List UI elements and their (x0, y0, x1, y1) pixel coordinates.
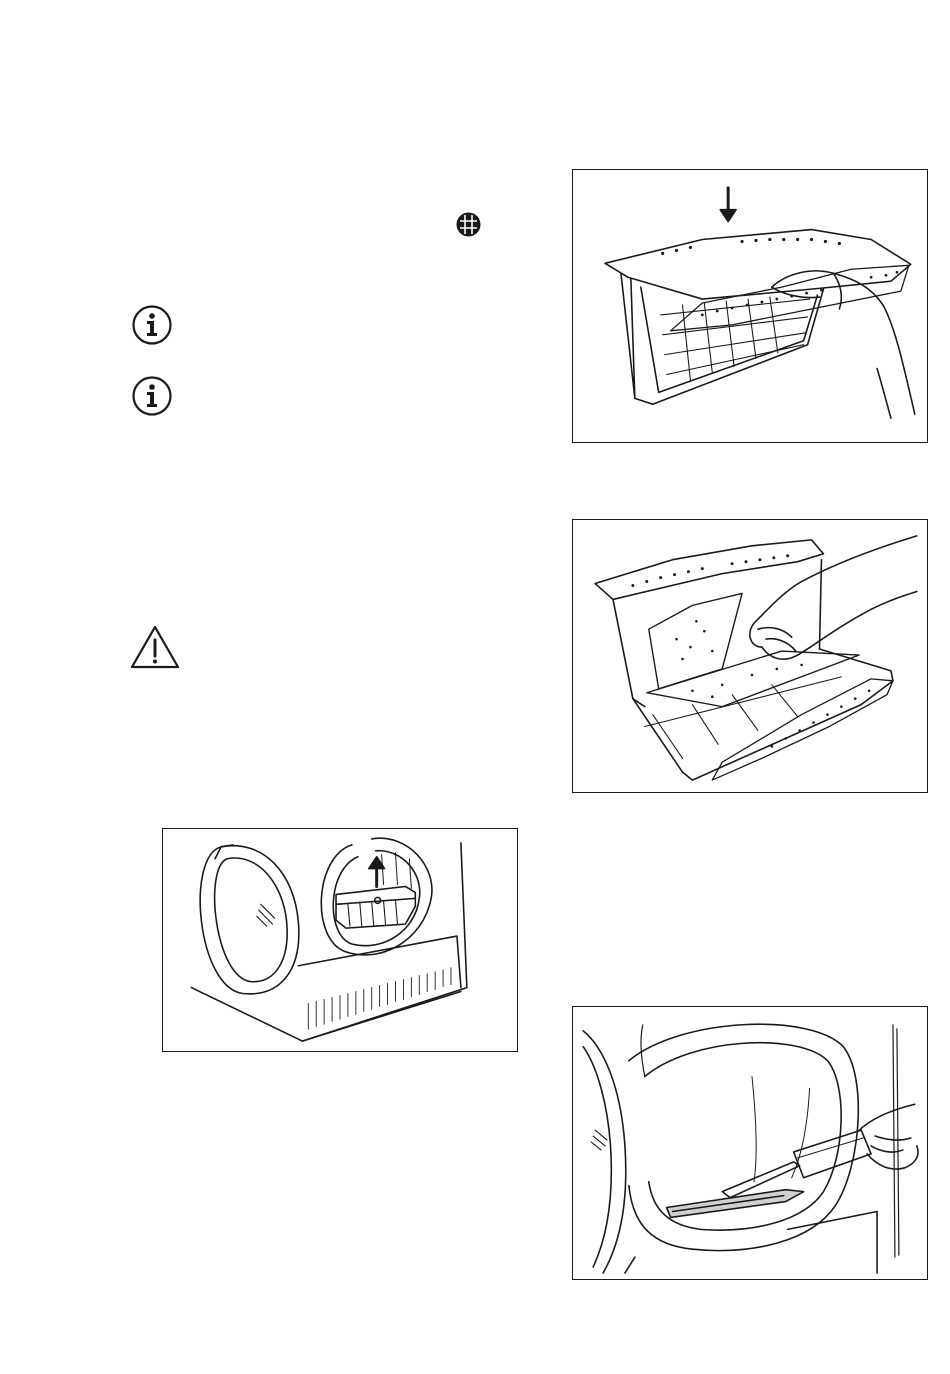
figure-filter-close (572, 169, 928, 443)
arrow-down-icon (720, 188, 736, 222)
figure-filter-clean (572, 519, 928, 793)
figure-drum-seal-clean (572, 1006, 928, 1280)
filter-grid-icon (455, 211, 482, 238)
info-icon (131, 304, 173, 346)
info-icon (131, 375, 173, 417)
figure-filter-remove (162, 828, 518, 1052)
warning-triangle-icon (129, 624, 181, 670)
